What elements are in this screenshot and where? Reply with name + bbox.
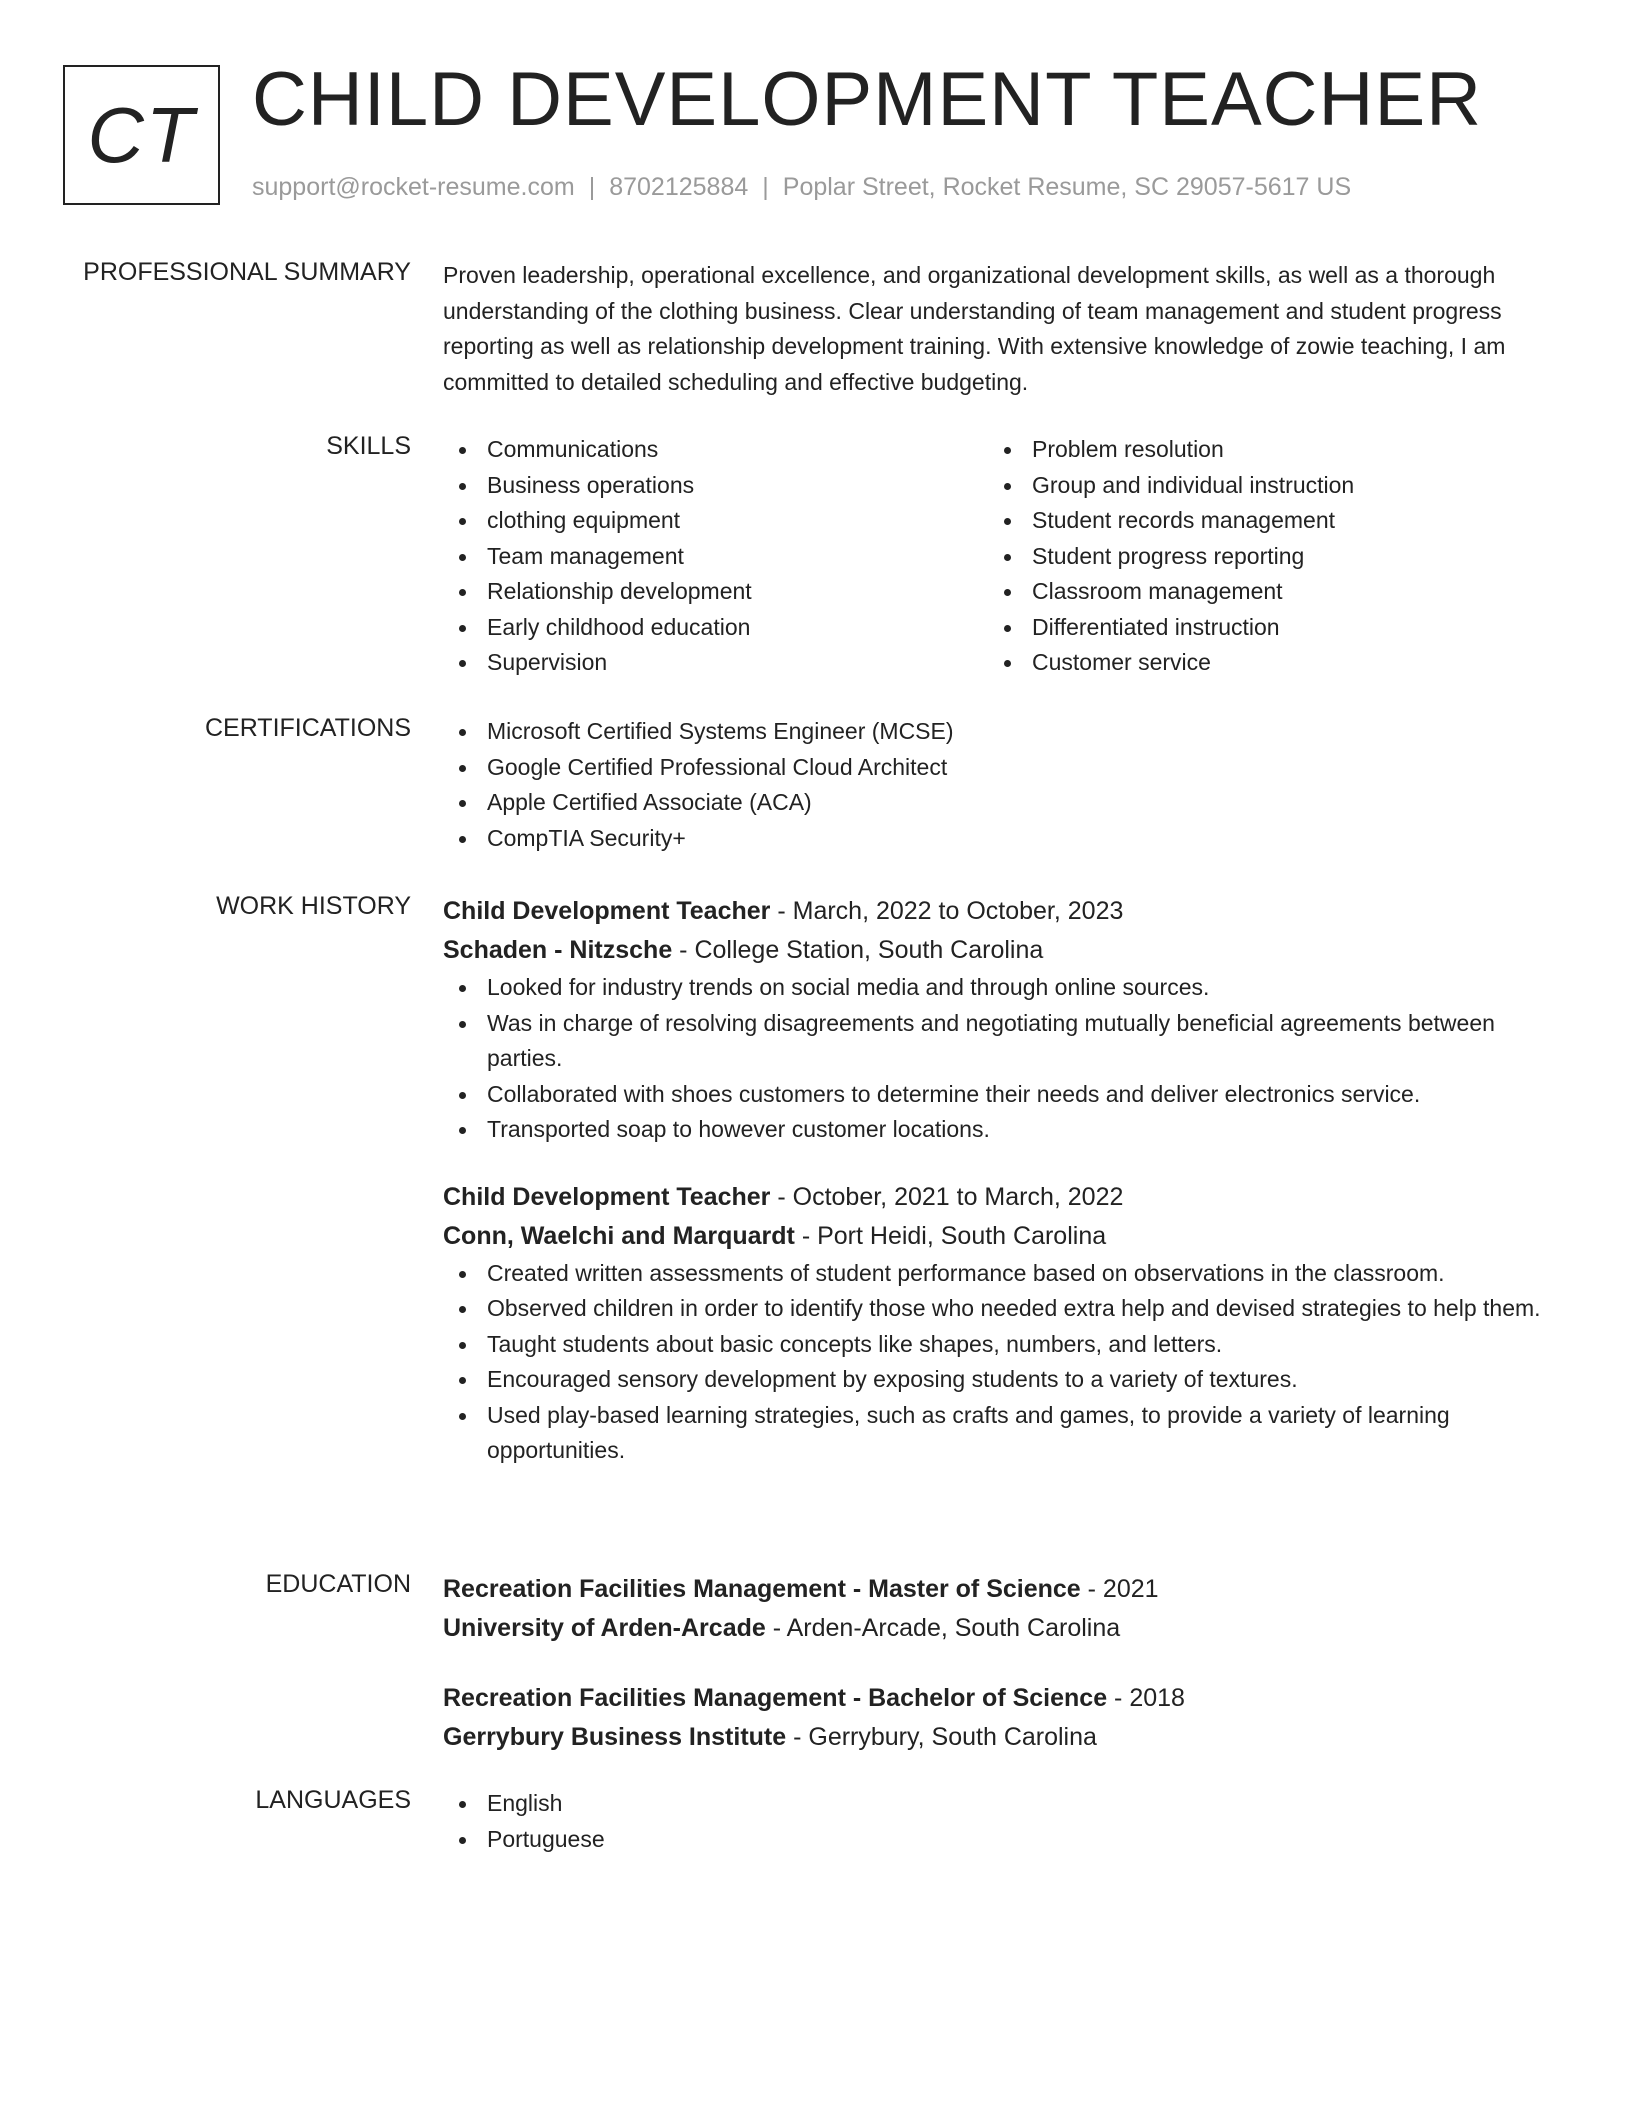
education-location: - Gerrybury, South Carolina xyxy=(786,1723,1097,1751)
education-school: University of Arden-Arcade xyxy=(443,1614,766,1642)
skill-item: Relationship development xyxy=(443,574,988,610)
skill-item: Group and individual instruction xyxy=(988,468,1533,504)
section-title-work-history: WORK HISTORY xyxy=(216,892,411,920)
job-bullets xyxy=(443,970,1553,1148)
contact-line xyxy=(252,173,1351,202)
work-history-body xyxy=(443,892,1553,1469)
job-bullet: Used play-based learning strategies, such as crafts and games, to provide a variety of learning opportunities. xyxy=(443,1398,1553,1469)
job-location: - College Station, South Carolina xyxy=(672,936,1044,964)
job-bullet: Created written assessments of student performance based on observations in the classroom. xyxy=(443,1256,1553,1292)
education-school: Gerrybury Business Institute xyxy=(443,1723,787,1751)
job-entry xyxy=(443,1178,1553,1469)
certifications-list xyxy=(443,714,1553,856)
skills-list-right xyxy=(988,432,1533,681)
job-bullet: Was in charge of resolving disagreements and negotiating mutually beneficial agreements between parties. xyxy=(443,1006,1553,1077)
skill-item: Team management xyxy=(443,539,988,575)
job-title-line xyxy=(443,1178,1553,1217)
skill-item: Supervision xyxy=(443,645,988,681)
job-bullet: Transported soap to however customer locations. xyxy=(443,1112,1553,1148)
candidate-name: CHILD DEVELOPMENT TEACHER xyxy=(252,57,1483,142)
section-title-languages: LANGUAGES xyxy=(255,1786,411,1814)
job-role: Child Development Teacher xyxy=(443,1182,771,1211)
contact-email[interactable]: support@rocket-resume.com xyxy=(252,173,575,201)
section-title-certifications: CERTIFICATIONS xyxy=(204,714,411,742)
languages-body xyxy=(443,1786,1553,1857)
education-school-line xyxy=(443,1718,1553,1757)
education-degree: Recreation Facilities Management - Master of Science xyxy=(443,1575,1081,1603)
skill-item: Communications xyxy=(443,432,988,468)
job-bullet: Taught students about basic concepts like shapes, numbers, and letters. xyxy=(443,1327,1553,1363)
education-degree-line xyxy=(443,1570,1553,1609)
skill-item: Differentiated instruction xyxy=(988,610,1533,646)
job-bullet: Looked for industry trends on social media and through online sources. xyxy=(443,970,1553,1006)
job-bullet: Encouraged sensory development by exposing students to a variety of textures. xyxy=(443,1362,1553,1398)
skill-item: Business operations xyxy=(443,468,988,504)
job-bullet: Collaborated with shoes customers to determine their needs and deliver electronics service. xyxy=(443,1077,1553,1113)
education-year: - 2018 xyxy=(1107,1684,1185,1712)
skill-item: Student progress reporting xyxy=(988,539,1533,575)
monogram-box xyxy=(63,65,220,205)
job-role: Child Development Teacher xyxy=(443,897,771,925)
job-bullet: Observed children in order to identify those who needed extra help and devised strategies to help them. xyxy=(443,1291,1553,1327)
skill-item: Student records management xyxy=(988,503,1533,539)
skill-item: Customer service xyxy=(988,645,1533,681)
job-entry xyxy=(443,892,1553,1148)
job-bullets xyxy=(443,1256,1553,1469)
monogram-initials: CT xyxy=(87,90,196,179)
skills-list-left xyxy=(443,432,988,681)
job-company-line xyxy=(443,1217,1553,1256)
skill-item: Problem resolution xyxy=(988,432,1533,468)
job-dates: - October, 2021 to March, 2022 xyxy=(770,1182,1124,1211)
section-title-skills: SKILLS xyxy=(326,432,411,460)
certification-item: CompTIA Security+ xyxy=(443,821,1553,857)
skill-item: Classroom management xyxy=(988,574,1533,610)
job-company: Schaden - Nitzsche xyxy=(443,936,673,964)
education-degree-line xyxy=(443,1679,1553,1718)
certification-item: Google Certified Professional Cloud Architect xyxy=(443,750,1553,786)
languages-list xyxy=(443,1786,1553,1857)
contact-separator: | xyxy=(588,173,596,201)
contact-phone[interactable]: 8702125884 xyxy=(609,173,749,201)
certifications-body xyxy=(443,714,1553,856)
section-title-summary: PROFESSIONAL SUMMARY xyxy=(83,258,411,286)
job-title-line xyxy=(443,892,1553,931)
contact-separator: | xyxy=(762,173,769,201)
summary-text: Proven leadership, operational excellence, and organizational development skills, as well as a thorough understanding of the clothing business. Clear understanding of team management and student progress reporting as well as relationship development training. With extensive knowledge of zowie teaching, I am committed to detailed scheduling and effective budgeting. xyxy=(443,262,1506,395)
skills-columns xyxy=(443,432,1553,681)
job-company: Conn, Waelchi and Marquardt xyxy=(443,1221,795,1250)
education-body xyxy=(443,1570,1553,1757)
job-dates: - March, 2022 to October, 2023 xyxy=(770,897,1124,925)
certification-item: Apple Certified Associate (ACA) xyxy=(443,785,1553,821)
section-title-education: EDUCATION xyxy=(265,1570,411,1598)
certification-item: Microsoft Certified Systems Engineer (MCSE) xyxy=(443,714,1553,750)
education-degree: Recreation Facilities Management - Bachelor of Science xyxy=(443,1684,1108,1712)
job-location: - Port Heidi, South Carolina xyxy=(794,1221,1107,1250)
contact-address: Poplar Street, Rocket Resume, SC 29057-5617 US xyxy=(782,173,1352,201)
job-company-line xyxy=(443,931,1553,970)
language-item: Portuguese xyxy=(443,1822,1553,1858)
education-location: - Arden-Arcade, South Carolina xyxy=(765,1614,1121,1642)
education-entry xyxy=(443,1570,1553,1648)
education-entry xyxy=(443,1679,1553,1757)
education-year: - 2021 xyxy=(1080,1575,1159,1603)
skill-item: Early childhood education xyxy=(443,610,988,646)
skill-item: clothing equipment xyxy=(443,503,988,539)
language-item: English xyxy=(443,1786,1553,1822)
education-school-line xyxy=(443,1609,1553,1648)
summary-body xyxy=(443,258,1553,400)
